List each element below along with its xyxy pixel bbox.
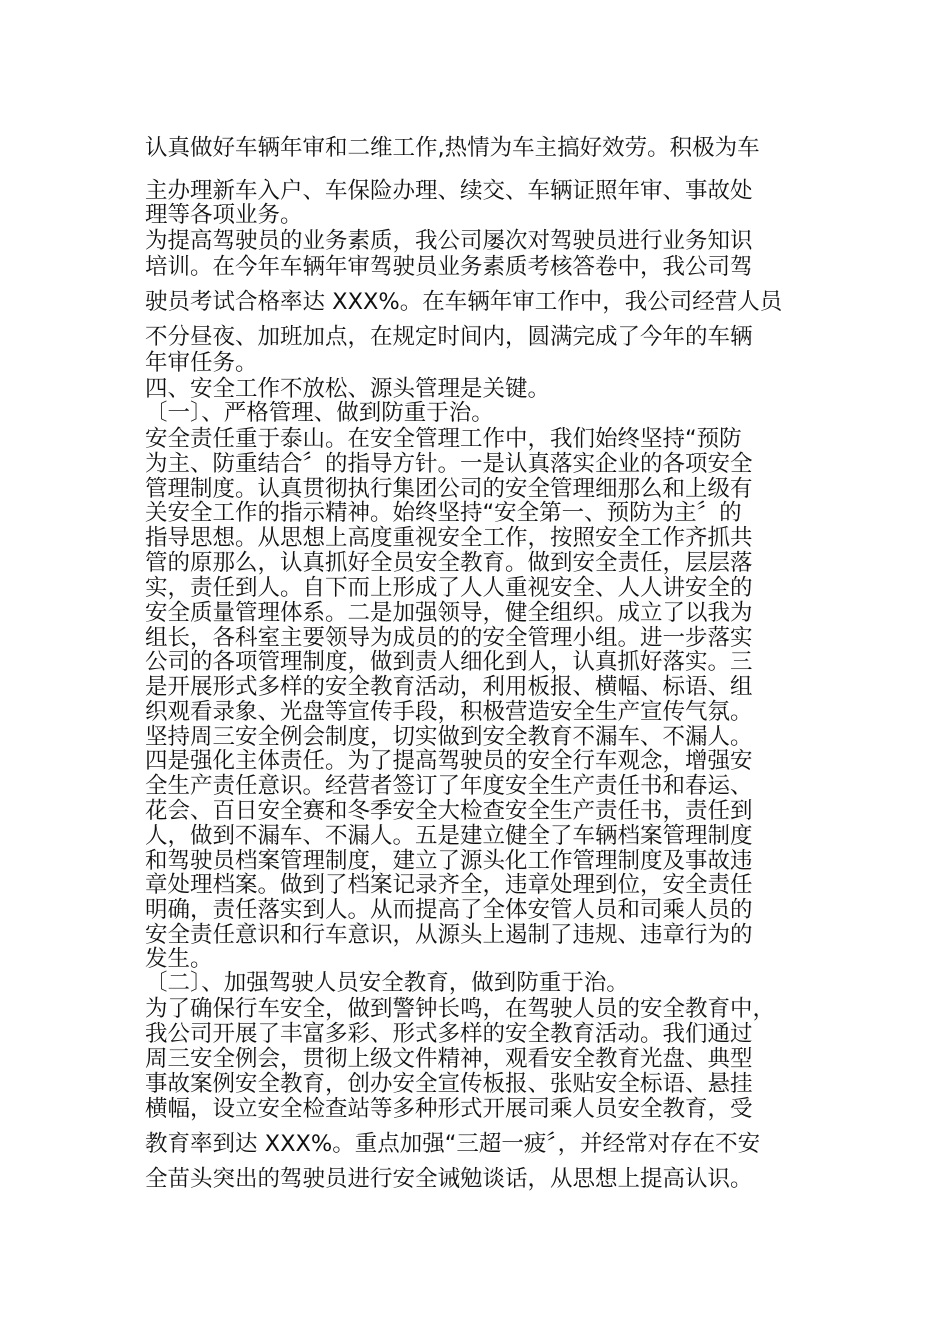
text-line: 我公司开展了丰富多彩、形式多样的安全教育活动。我们通过 — [145, 1021, 753, 1047]
text-line: 公司的各项管理制度，做到责人细化到人，认真抓好落实。三 — [145, 649, 753, 675]
text-line: 为了确保行车安全，做到警钟长鸣，在驾驶人员的安全教育中， — [145, 996, 776, 1022]
text-line: 不分昼夜、加班加点，在规定时间内，圆满完成了今年的车辆 — [145, 324, 753, 350]
text-line: 教育率到达 XXX%。重点加强“三超一疲〞，并经常对存在不安 — [145, 1131, 761, 1157]
text-line: 事故案例安全教育，创办安全宣传板报、张贴安全标语、悬挂 — [145, 1071, 753, 1097]
section-heading: 四、安全工作不放松、源头管理是关键。 — [145, 376, 551, 402]
text-line: 全生产责任意识。经营者签订了年度安全生产责任书和春运、 — [145, 773, 753, 799]
text-line: 是开展形式多样的安全教育活动，利用板报、横幅、标语、组 — [145, 674, 753, 700]
text-line: 织观看录象、光盘等宣传手段，积极营造安全生产宣传气氛。 — [145, 699, 753, 725]
text-line: 为提高驾驶员的业务素质，我公司屡次对驾驶员进行业务知识 — [145, 228, 753, 254]
text-line: 安全责任重于泰山。在安全管理工作中，我们始终坚持“预防 — [145, 426, 742, 452]
text-line: 和驾驶员档案管理制度，建立了源头化工作管理制度及事故违 — [145, 848, 753, 874]
text-line: 四是强化主体责任。为了提高驾驶员的安全行车观念，增强安 — [145, 748, 753, 774]
text-line: 实，责任到人。自下而上形成了人人重视安全、人人讲安全的 — [145, 575, 753, 601]
text-line: 安全责任意识和行车意识，从源头上遏制了违规、违章行为的 — [145, 922, 753, 948]
text-line: 章处理档案。做到了档案记录齐全，违章处理到位，安全责任 — [145, 872, 753, 898]
text-line: 全苗头突出的驾驶员进行安全诫勉谈话，从思想上提高认识。 — [145, 1166, 753, 1192]
text-line: 明确，责任落实到人。从而提高了全体安管人员和司乘人员的 — [145, 897, 753, 923]
text-line: 年审任务。 — [145, 350, 258, 376]
text-line: 横幅，设立安全检查站等多种形式开展司乘人员安全教育，受 — [145, 1096, 753, 1122]
subsection-heading: 〔二〕、加强驾驶人员安全教育，做到防重于治。 — [145, 970, 629, 996]
text-line: 管理制度。认真贯彻执行集团公司的安全管理细那么和上级有 — [145, 476, 753, 502]
subsection-heading: 〔一〕、严格管理、做到防重于治。 — [145, 400, 494, 426]
text-line: 发生。 — [145, 946, 213, 972]
text-line: 驶员考试合格率达 XXX%。在车辆年审工作中，我公司经营人员 — [145, 289, 783, 315]
text-line: 关安全工作的指示精神。始终坚持“安全第一、预防为主〞的 — [145, 500, 742, 526]
text-line: 组长，各科室主要领导为成员的的安全管理小组。进一步落实 — [145, 625, 753, 651]
text-line: 指导思想。从思想上高度重视安全工作，按照安全工作齐抓共 — [145, 525, 753, 551]
text-line: 认真做好车辆年审和二维工作,热情为车主搞好效劳。积极为车 — [145, 135, 760, 161]
text-line: 理等各项业务。 — [145, 202, 303, 228]
text-line: 花会、百日安全赛和冬季安全大检查安全生产责任书，责任到 — [145, 798, 753, 824]
text-line: 周三安全例会，贯彻上级文件精神，观看安全教育光盘、典型 — [145, 1046, 753, 1072]
text-line: 安全质量管理体系。二是加强领导，健全组织。成立了以我为 — [145, 600, 753, 626]
text-line: 主办理新车入户、车保险办理、续交、车辆证照年审、事故处 — [145, 178, 753, 204]
text-line: 管的原那么，认真抓好全员安全教育。做到安全责任，层层落 — [145, 550, 753, 576]
text-line: 坚持周三安全例会制度，切实做到安全教育不漏车、不漏人。 — [145, 724, 753, 750]
text-line: 人，做到不漏车、不漏人。五是建立健全了车辆档案管理制度 — [145, 823, 753, 849]
text-line: 培训。在今年车辆年审驾驶员业务素质考核答卷中，我公司驾 — [145, 254, 753, 280]
text-line: 为主、防重结合〞的指导方针。一是认真落实企业的各项安全 — [145, 451, 753, 477]
